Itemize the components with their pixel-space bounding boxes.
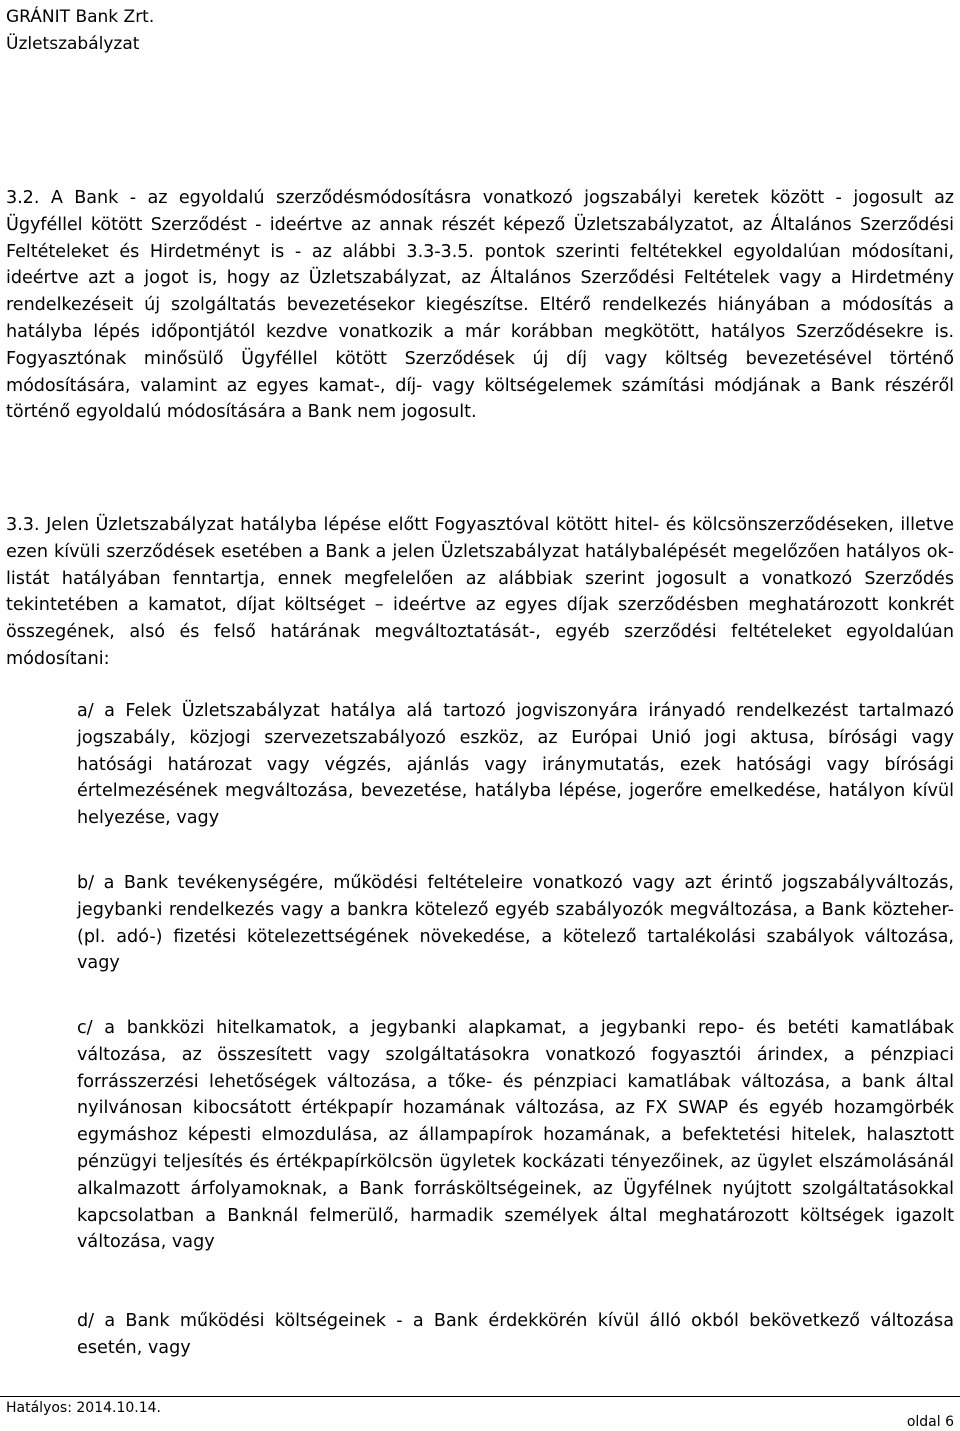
page-number: oldal 6	[906, 1414, 954, 1430]
section-3-3-paragraph: 3.3. Jelen Üzletszabályzat hatályba lépése előtt Fogyasztóval kötött hitel- és kölcsönszerződéseken, illetve ezen kívüli szerződések esetében a Bank a jelen Üzletszabályzat hatálybalépését megelőzően hatályos ok-listát hatályában fenntartja, ennek megfelelően az alábbiak szerint jogosult a vonatkozó Szerződés tekintetében a kamatot, díjat költséget – ideértve az egyes díjak szerződésben meghatározott konkrét összegének, alsó és felső határának megváltoztatását-, egyéb szerződési feltételeket egyoldalúan módosítani:	[6, 515, 954, 669]
list-item-d: d/ a Bank működési költségeinek - a Bank érdekkörén kívül álló okból bekövetkező változása esetén, vagy	[77, 1311, 954, 1358]
footer-divider	[0, 1396, 960, 1397]
list-item-b: b/ a Bank tevékenységére, működési feltételeire vonatkozó vagy azt érintő jogszabályváltozás, jegybanki rendelkezés vagy a bankra kötelező egyéb szabályozók megváltozása, a Bank közteher- (pl. adó-) fizetési kötelezettségének növekedése, a kötelező tartalékolási szabályok változása, vagy	[77, 873, 954, 974]
page-header	[6, 4, 154, 58]
effective-date: Hatályos: 2014.10.14.	[6, 1400, 161, 1416]
section-3-2-paragraph: 3.2. A Bank - az egyoldalú szerződésmódosításra vonatkozó jogszabályi keretek között - jogosult az Ügyféllel kötött Szerződést - ideértve az annak részét képező Üzletszabályzatot, az Általános Szerződési Feltételeket és Hirdetményt is - az alábbi 3.3-3.5. pontok szerinti feltétekkel egyoldalúan módosítani, ideértve azt a jogot is, hogy az Üzletszabályzat, az Általános Szerződési Feltételek vagy a Hirdetmény rendelkezéseit új szolgáltatás bevezetésekor kiegészítse. Eltérő rendelkezés hiányában a módosítás a hatályba lépés időpontjától kezdve vonatkozik a már korábban megkötött, hatályos Szerződésekre is. Fogyasztónak minősülő Ügyféllel kötött Szerződések új díj vagy költség bevezetésével történő módosítására, valamint az egyes kamat-, díj- vagy költségelemek számítási módjának a Bank részéről történő egyoldalú módosítására a Bank nem jogosult.	[6, 188, 954, 423]
document-title: Üzletszabályzat	[6, 34, 140, 54]
company-name: GRÁNIT Bank Zrt.	[6, 7, 155, 27]
list-item-c: c/ a bankközi hitelkamatok, a jegybanki alapkamat, a jegybanki repo- és betéti kamatlábak változása, az összesített vagy szolgáltatásokra vonatkozó fogyasztói árindex, a pénzpiaci forrásszerzési lehetőségek változása, a tőke- és pénzpiaci kamatlábak változása, a bank által nyilvánosan kibocsátott értékpapír hozamának változása, az FX SWAP és egyéb hozamgörbék egymáshoz képesti elmozdulása, az állampapírok hozamának, a befektetési hitelek, halasztott pénzügyi teljesítés és értékpapírkölcsön ügyletek kockázati tényezőinek, az ügylet elszámolásánál alkalmazott árfolyamoknak, a Bank forrásköltségeinek, az Ügyfélnek nyújtott szolgáltatásokkal kapcsolatban a Banknál felmerülő, harmadik személyek által meghatározott költségek igazolt változása, vagy	[77, 1018, 954, 1253]
list-item-a: a/ a Felek Üzletszabályzat hatálya alá tartozó jogviszonyára irányadó rendelkezést tartalmazó jogszabály, közjogi szervezetszabályozó eszköz, az Európai Unió jogi aktusa, bírósági vagy hatósági határozat vagy végzés, ajánlás vagy iránymutatás, ezek hatósági vagy bírósági értelmezésének megváltozása, bevezetése, hatályba lépése, jogerőre emelkedése, hatályon kívül helyezése, vagy	[77, 701, 954, 829]
